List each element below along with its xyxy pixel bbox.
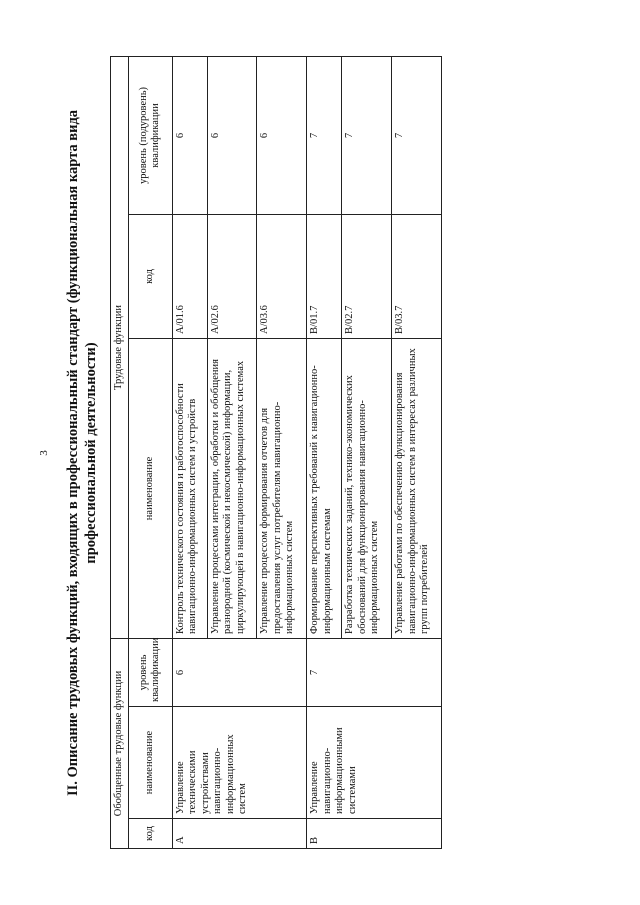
group-level-cell: 6 <box>172 638 307 706</box>
function-code-cell: А/03.6 <box>257 214 307 338</box>
labor-functions-header: Трудовые функции <box>111 56 129 638</box>
function-code-cell: А/01.6 <box>172 214 207 338</box>
table-row <box>307 56 342 848</box>
function-level-cell: 7 <box>342 56 392 214</box>
col-header-tf-name: наименование <box>128 338 172 638</box>
group-level-cell: 7 <box>307 638 442 706</box>
function-code-cell: В/03.7 <box>392 214 442 338</box>
group-name-cell: Управление навигационно-информационными системами <box>307 707 442 819</box>
functional-map-table-wrapper <box>110 57 442 849</box>
function-code-cell: В/02.7 <box>342 214 392 338</box>
group-name-cell: Управление техническими устройствами навигационно-информационных систем <box>172 707 307 819</box>
group-code-cell: В <box>307 819 442 849</box>
function-name-cell: Разработка технических заданий, технико-экономических обоснований для функционирования навигационно-информационных систем <box>342 338 392 638</box>
generalized-functions-header: Обобщенные трудовые функции <box>111 638 129 848</box>
table-row <box>172 56 207 848</box>
section-heading-line-2: профессиональной деятельности) <box>83 342 99 564</box>
function-level-cell: 6 <box>257 56 307 214</box>
function-level-cell: 6 <box>207 56 257 214</box>
col-header-tf-level: уровень (подуровень) квалификации <box>128 56 172 214</box>
function-name-cell: Управление процессом формирования отчетов для предоставления услуг потребителям навигационно-информационных систем <box>257 338 307 638</box>
function-level-cell: 7 <box>392 56 442 214</box>
function-name-cell: Управление работами по обеспечению функционирования навигационно-информационных систем в интересах различных групп потребителей <box>392 338 442 638</box>
function-name-cell: Управление процессами интеграции, обработки и обобщения разнородной (космической и некосмической) информации, циркулирующей в навигационно-информационных системах <box>207 338 257 638</box>
function-name-cell: Контроль технического состояния и работоспособности навигационно-информационных систем и устройств <box>172 338 207 638</box>
section-heading-line-1: II. Описание трудовых функций, входящих в профессиональный стандарт (функциональная карта вида <box>65 109 81 797</box>
function-code-cell: А/02.6 <box>207 214 257 338</box>
function-name-cell: Формирование перспективных требований к навигационно-информационным системам <box>307 338 342 638</box>
page-number: 3 <box>38 450 50 456</box>
function-level-cell: 6 <box>172 56 207 214</box>
col-header-tf-code: код <box>128 214 172 338</box>
col-header-name: наименование <box>128 707 172 819</box>
group-header-row <box>111 56 129 848</box>
function-code-cell: В/01.7 <box>307 214 342 338</box>
column-header-row <box>128 56 172 848</box>
function-level-cell: 7 <box>307 56 342 214</box>
functional-map-table <box>110 56 442 849</box>
group-code-cell: А <box>172 819 307 849</box>
section-heading <box>64 73 100 833</box>
col-header-level: уровень квалификации <box>128 638 172 706</box>
col-header-code: код <box>128 819 172 849</box>
